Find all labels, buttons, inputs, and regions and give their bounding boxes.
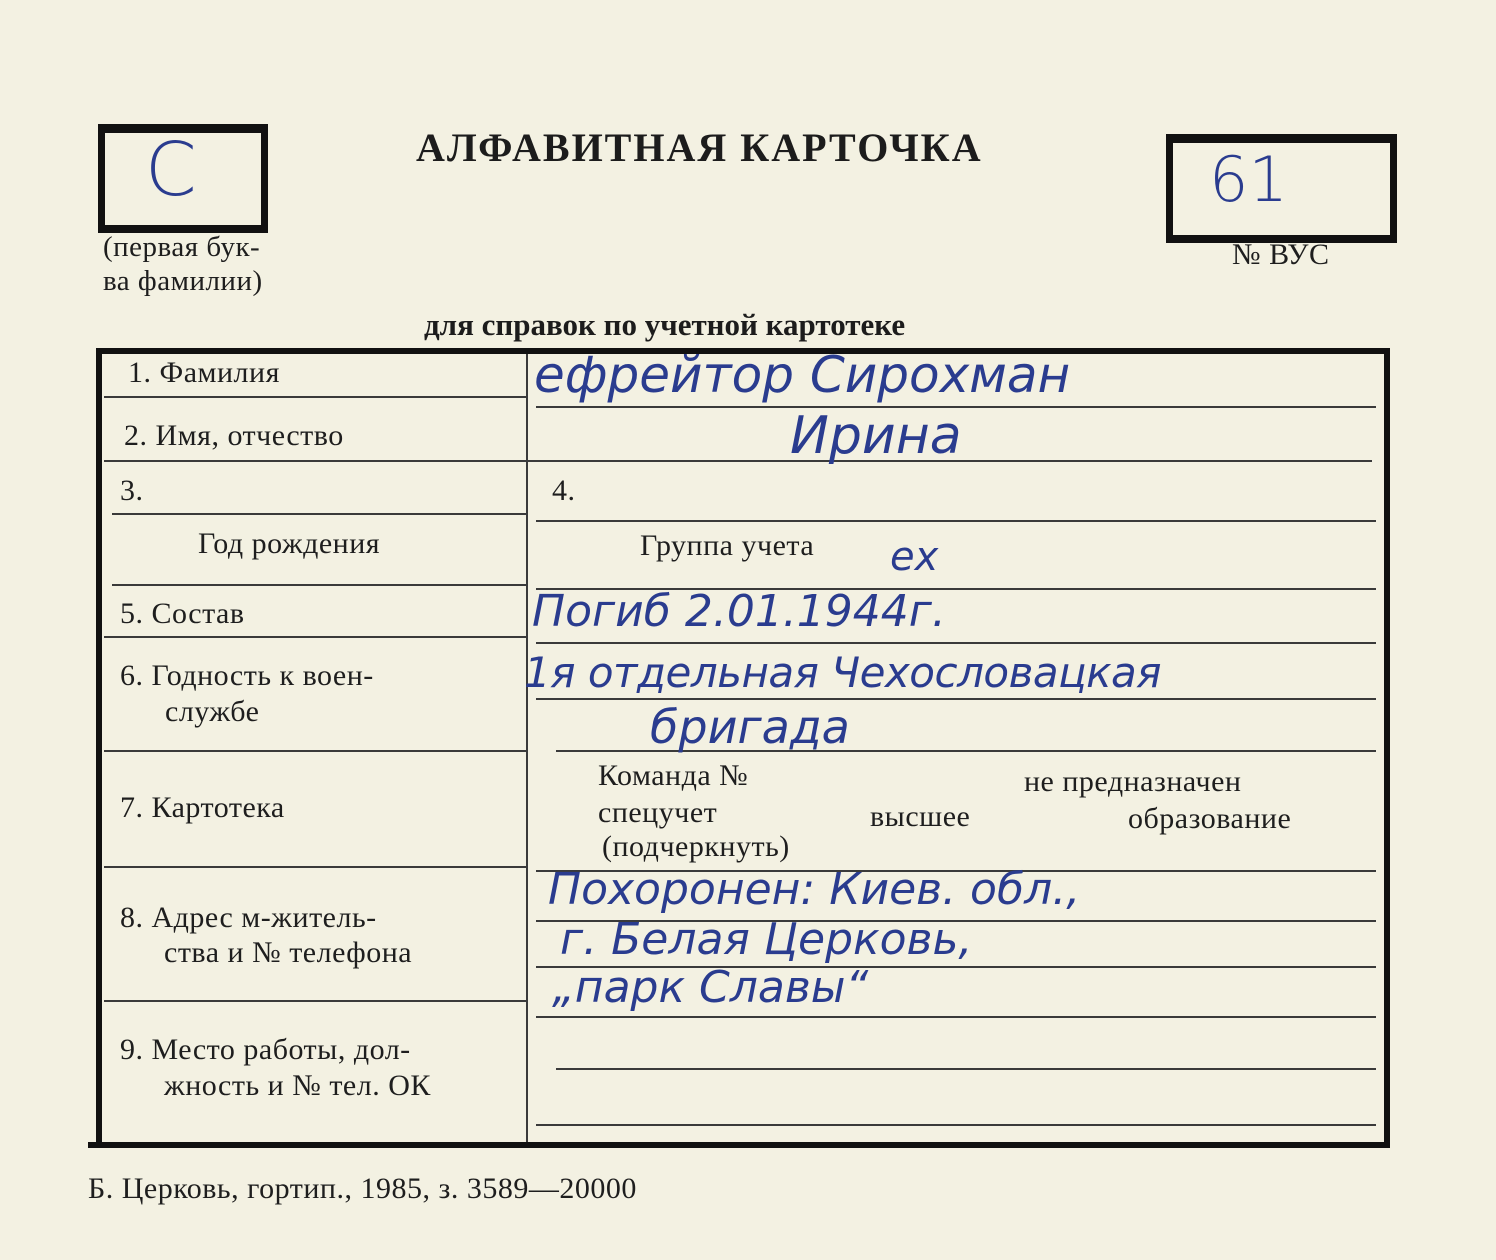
right-row-line bbox=[556, 1068, 1376, 1070]
left-row-line bbox=[112, 584, 526, 586]
higher-label: высшее bbox=[870, 800, 971, 833]
left-row-line bbox=[104, 866, 526, 868]
not-assigned-label: не предназначен bbox=[1024, 765, 1242, 798]
handwritten-unit-2: бригада bbox=[650, 700, 850, 754]
field-fitness-label-1: 6. Годность к воен- bbox=[120, 659, 374, 692]
print-imprint: Б. Церковь, гортип., 1985, з. 3589—20000 bbox=[88, 1172, 637, 1205]
vus-number-box bbox=[1166, 134, 1397, 243]
field-3-label: 3. bbox=[120, 474, 144, 507]
left-row-line bbox=[112, 513, 526, 515]
group-label: Группа учета bbox=[640, 529, 815, 562]
field-address-label-2: ства и № телефона bbox=[164, 936, 413, 969]
right-row-line bbox=[536, 1124, 1376, 1126]
handwritten-unit-1: 1я отдельная Чехословацкая bbox=[524, 648, 1162, 697]
form-column-divider bbox=[526, 354, 528, 1142]
right-row-line bbox=[536, 520, 1376, 522]
handwritten-death: Погиб 2.01.1944г. bbox=[532, 586, 946, 637]
right-row-line bbox=[536, 1016, 1376, 1018]
field-name-label: 2. Имя, отчество bbox=[124, 419, 344, 452]
handwritten-address-2: г. Белая Церковь, bbox=[560, 914, 973, 965]
form-right-border bbox=[1384, 348, 1390, 1146]
left-row-line bbox=[104, 750, 526, 752]
surname-letter-caption-2: ва фамилии) bbox=[103, 265, 263, 297]
team-number-label: Команда № bbox=[598, 759, 749, 792]
surname-letter-box bbox=[98, 124, 268, 233]
handwritten-name: Ирина bbox=[790, 406, 962, 466]
handwritten-address-3: „парк Славы“ bbox=[552, 962, 869, 1013]
field-composition-label: 5. Состав bbox=[120, 597, 245, 630]
education-label: образование bbox=[1128, 802, 1292, 835]
document-title: АЛФАВИТНАЯ КАРТОЧКА bbox=[416, 125, 983, 170]
vus-number-value: 61 bbox=[1209, 143, 1288, 216]
row-line-full bbox=[104, 460, 1372, 462]
left-row-line bbox=[104, 396, 526, 398]
document-subtitle: для справок по учетной картотеке bbox=[424, 307, 906, 342]
surname-letter-value: С bbox=[145, 127, 197, 213]
field-fitness-label-2: службе bbox=[165, 695, 260, 728]
underline-note: (подчеркнуть) bbox=[602, 830, 790, 863]
field-4-label: 4. bbox=[552, 474, 576, 507]
handwritten-address-1: Похоронен: Киев. обл., bbox=[548, 864, 1081, 915]
special-record-label: спецучет bbox=[598, 796, 718, 829]
left-row-line bbox=[104, 636, 526, 638]
field-address-label-1: 8. Адрес м-житель- bbox=[120, 901, 377, 934]
field-work-label-2: жность и № тел. ОК bbox=[164, 1069, 431, 1102]
handwritten-surname: ефрейтор Сирохман bbox=[534, 346, 1071, 404]
field-file-label: 7. Картотека bbox=[120, 791, 285, 824]
left-row-line bbox=[104, 1000, 526, 1002]
birth-year-label: Год рождения bbox=[198, 527, 381, 560]
form-bottom-border bbox=[88, 1142, 1390, 1148]
surname-letter-caption-1: (первая бук- bbox=[103, 231, 261, 263]
form-left-border bbox=[96, 348, 102, 1146]
field-work-label-1: 9. Место работы, дол- bbox=[120, 1033, 411, 1066]
field-surname-label: 1. Фамилия bbox=[128, 356, 280, 389]
vus-caption: № ВУС bbox=[1232, 238, 1330, 271]
handwritten-group: ех bbox=[890, 534, 939, 580]
right-row-line bbox=[536, 642, 1376, 644]
